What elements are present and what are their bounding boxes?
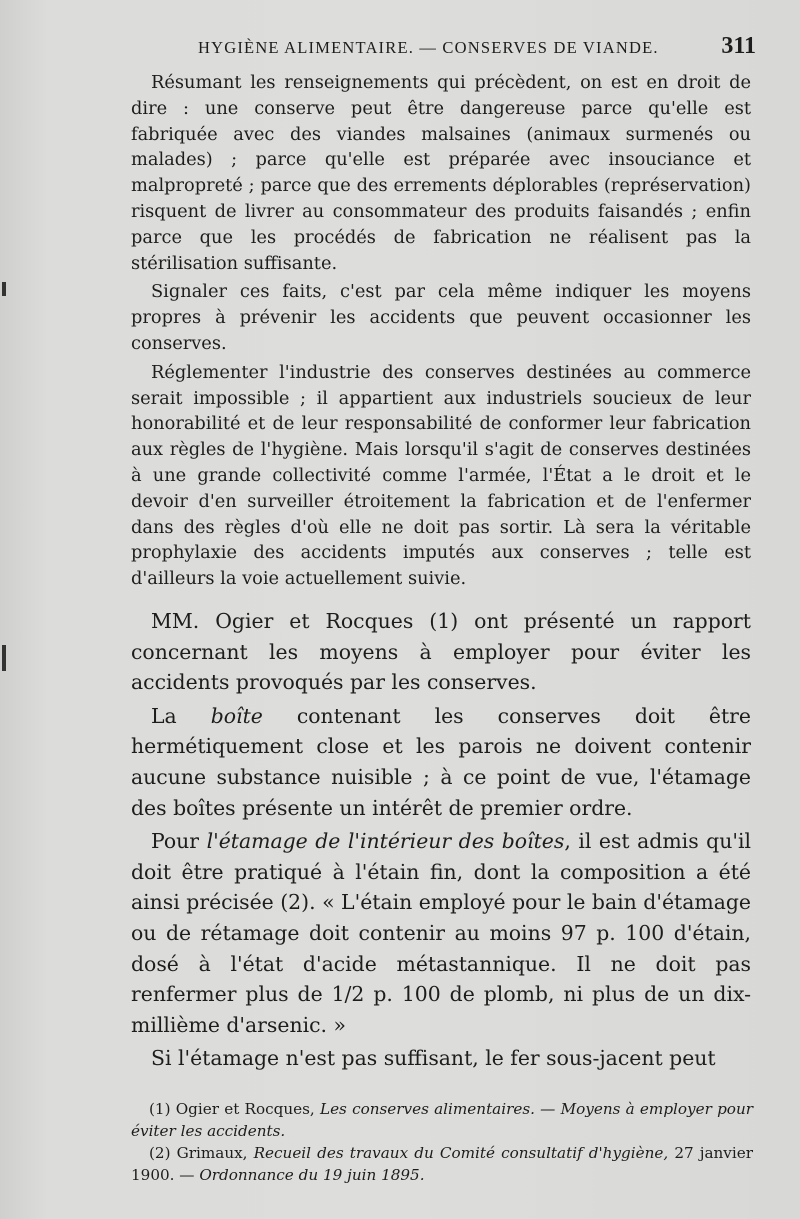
paragraph: Réglementer l'industrie des conserves destinées au commerce serait impossible ; il appartient aux industriels soucieux de leur honorabilité et de leur responsabilité de conformer leur fabrication aux règles de l'hygiène. Mais lorsqu'il s'agit de conserves destinées à une grande collectivité comme l'armée, l'État a le droit et le devoir d'en surveiller étroitement la fabrication et de l'enfermer dans des règles d'où elle ne doit pas sortir. Là sera la véritable prophylaxie des accidents imputés aux conserves ; telle est d'ailleurs la voie actuellement suivie. [131,361,751,590]
emphasis: Recueil des travaux du Comité consultatif d'hygiène, [253,1144,669,1162]
text-run: 27 janvier 1900. — [131,1144,753,1184]
body-section-summary [131,70,751,592]
emphasis: Ordonnance du 19 juin 1895. [199,1166,425,1184]
paragraph: Si l'étamage n'est pas suffisant, le fer sous-jacent peut [151,1046,716,1071]
body-section-report [131,606,751,1074]
paragraph [131,826,751,1040]
running-title: HYGIÈNE ALIMENTAIRE. — CONSERVES DE VIANDE. [198,38,659,57]
emphasis: Les conserves alimentaires. — Moyens à employer pour éviter les accidents. [131,1100,753,1140]
paragraph: Résumant les renseignements qui précèdent, on est en droit de dire : une conserve peut être dangereuse parce qu'elle est fabriquée avec des viandes malsaines (animaux surmenés ou malades) ; parce qu'elle est préparée avec insouciance et malpropreté ; parce que des errements déplorables (représervation) risquent de livrer au consommateur des produits faisandés ; enfin parce que les procédés de fabrication ne réalisent pas la stérilisation suffisante. [131,72,751,274]
margin-mark [2,282,6,296]
text-run: , il est admis qu'il doit être pratiqué à l'étain fin, dont la composition a été ainsi précisée (2). « L'étain employé pour le bain d'étamage ou de rétamage doit contenir au moins 97 p. 100 d'étain, dosé à l'état d'acide métastannique. Il ne doit pas renfermer plus de 1/2 p. 100 de plomb, ni plus de un dix-millième d'arsenic. » [131,829,752,1037]
paragraph: Signaler ces faits, c'est par cela même indiquer les moyens propres à prévenir les accidents que peuvent occasionner les conserves. [131,281,751,354]
text-run: contenant les conserves doit être hermétiquement close et les parois ne doivent contenir aucune substance nuisible ; à ce point de vue, l'étamage des boîtes présente un intérêt de premier ordre. [131,703,751,820]
text-run: Pour [151,829,207,854]
text-run: (1) Ogier et Rocques, [149,1100,320,1118]
margin-mark [2,645,6,671]
footnote-1 [131,1098,753,1142]
footnotes [131,1098,753,1186]
paragraph [131,701,751,823]
text-run: (2) Grimaux, [149,1144,254,1162]
emphasis: boîte [210,703,263,728]
text-run: La [151,703,211,728]
page-number: 311 [721,33,756,59]
paragraph: MM. Ogier et Rocques (1) ont présenté un rapport concernant les moyens à employer pour éviter les accidents provoqués par les conserves. [131,609,751,695]
page-header [60,34,756,64]
emphasis: l'étamage de l'intérieur des boîtes [206,829,565,854]
footnote-2 [131,1142,753,1186]
